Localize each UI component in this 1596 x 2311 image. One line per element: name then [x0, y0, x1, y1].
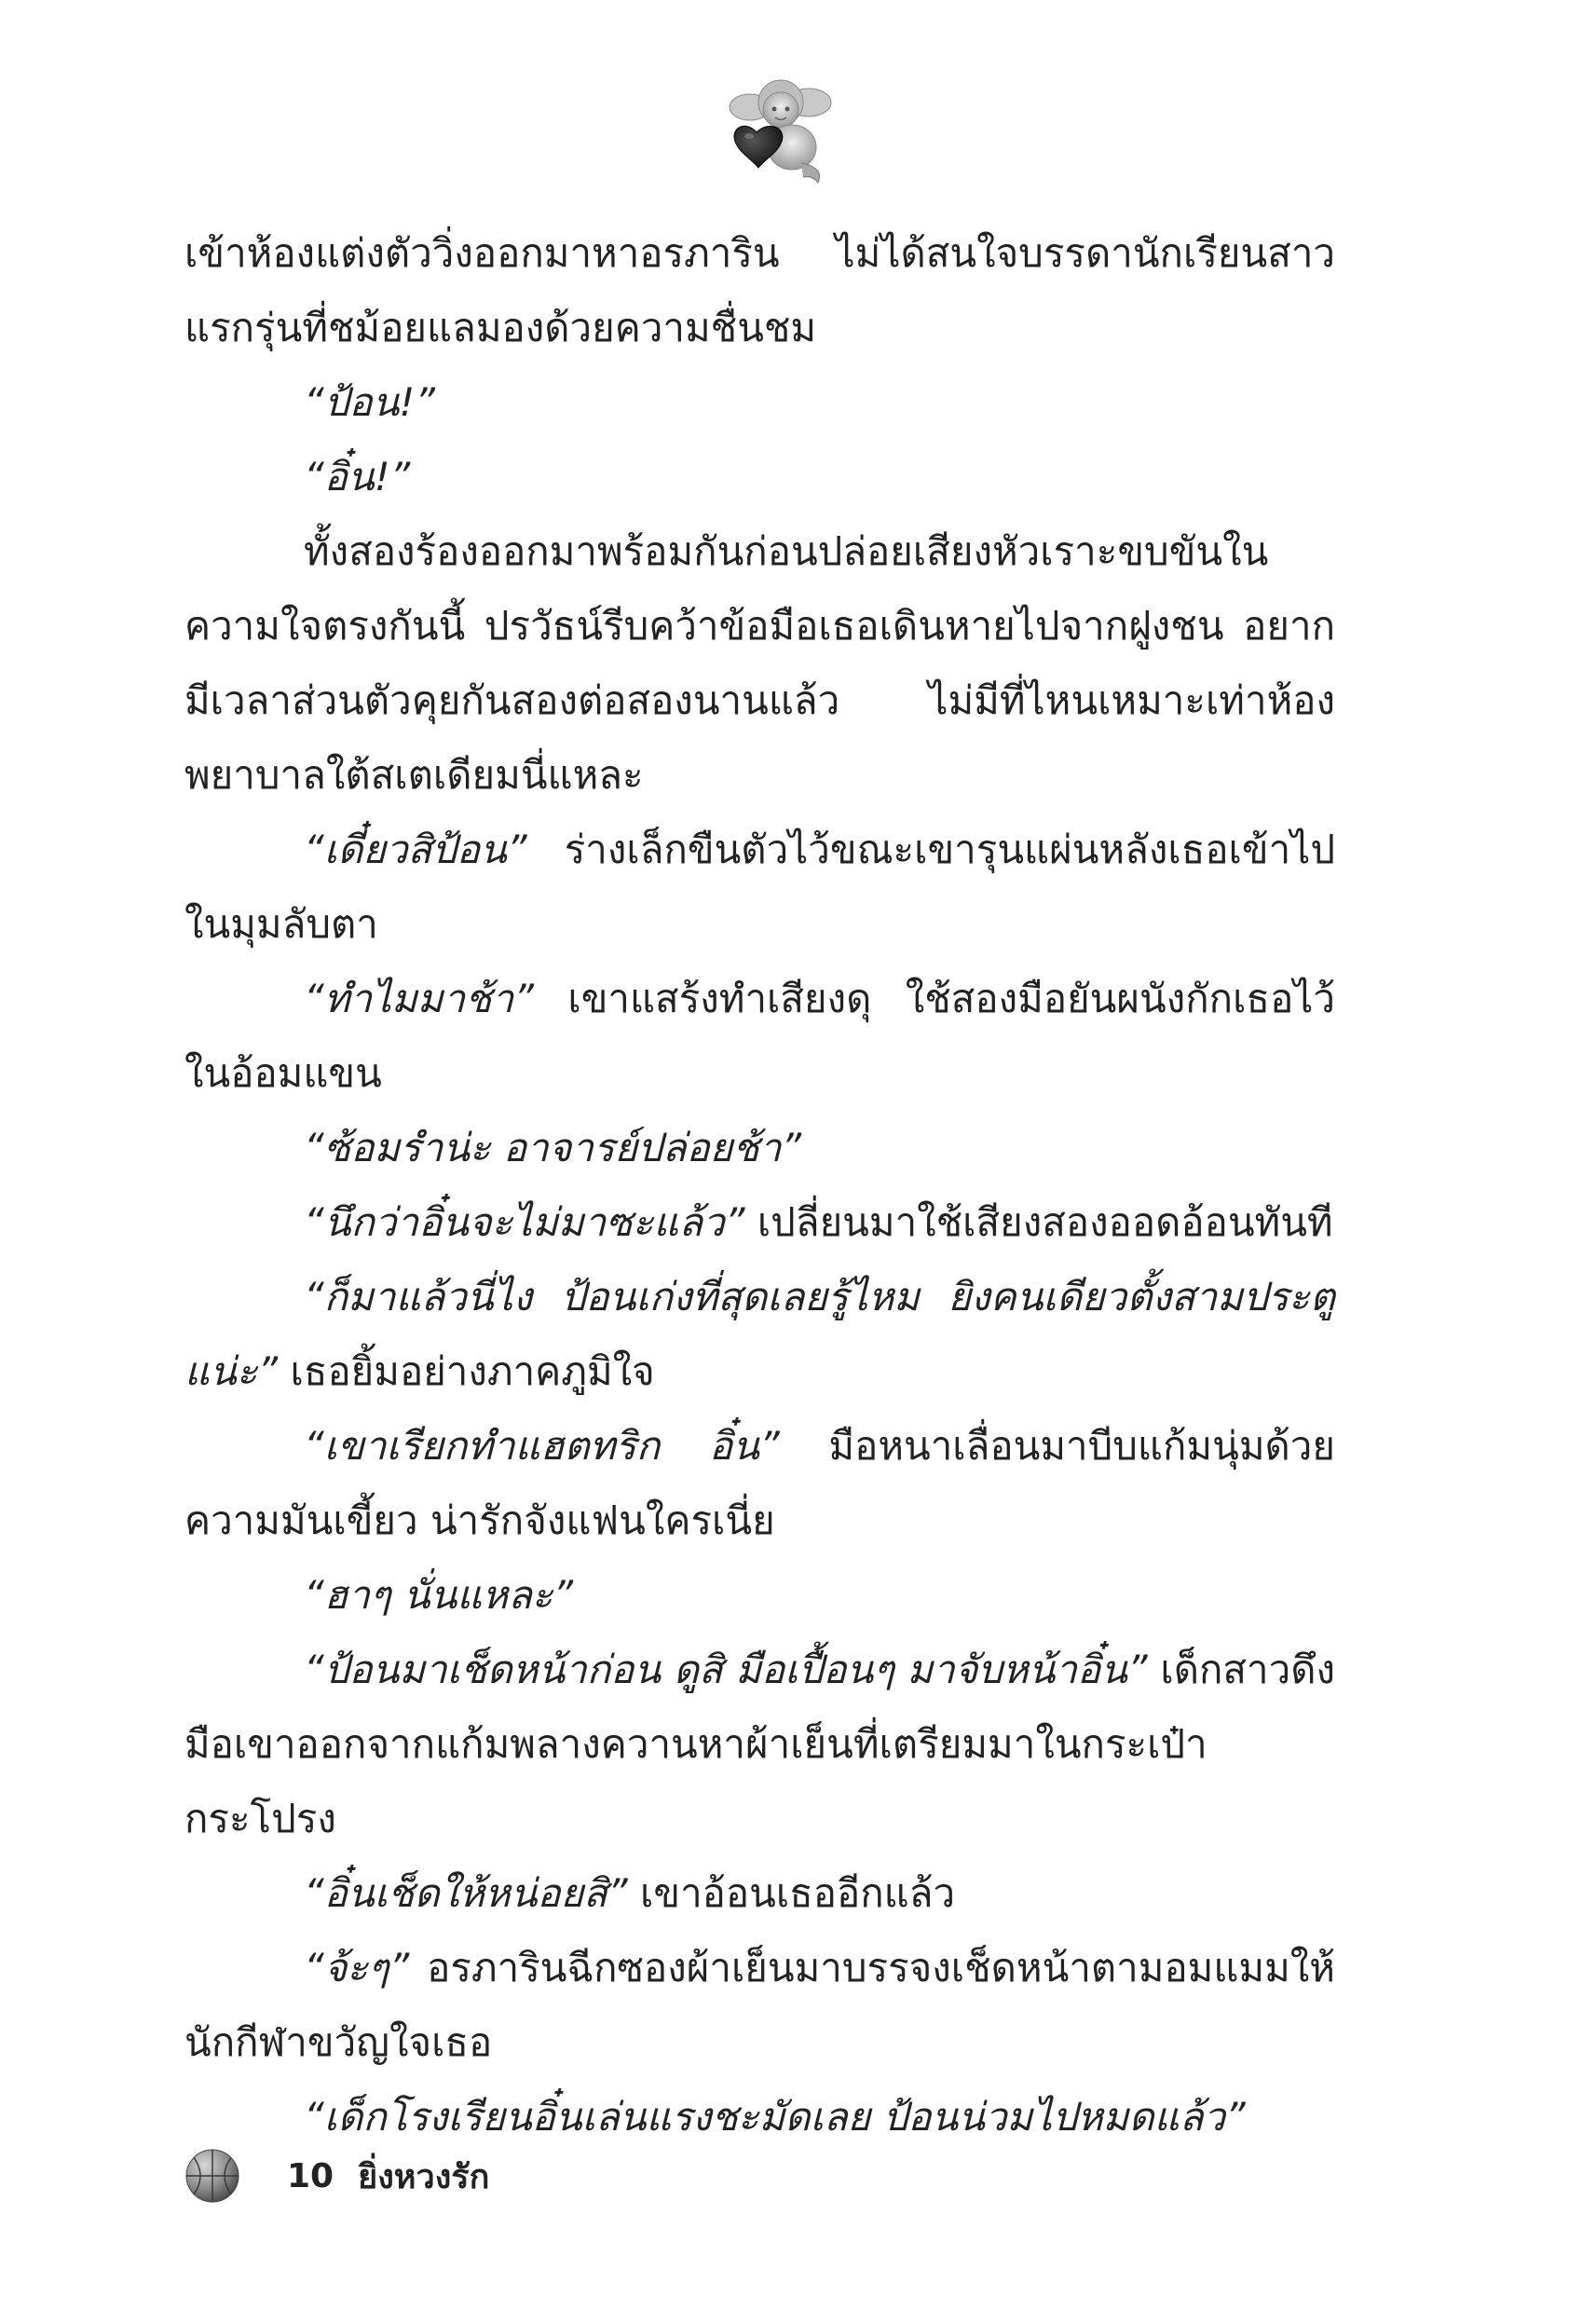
dialogue: “ป้อน!”	[304, 379, 435, 425]
paragraph-1	[184, 365, 1335, 440]
dialogue: “นึกว่าอิ๋นจะไม่มาซะแล้ว”	[304, 1199, 745, 1245]
narration: เขาอ้อนเธออีกแล้ว	[627, 1870, 956, 1916]
page-number: 10	[287, 2156, 334, 2195]
book-title: ยิ่งหวงรัก	[358, 2157, 490, 2196]
paragraph-3	[184, 514, 1335, 813]
dialogue: “เด็กโรงเรียนอิ๋นเล่นแรงชะมัดเลย ป้อนน่วมไปหมดแล้ว”	[304, 2094, 1246, 2140]
dialogue: “ฮาๆ นั่นแหละ”	[304, 1572, 574, 1618]
dialogue: “อิ๋น!”	[304, 454, 411, 499]
narration: มือหนาเลื่อนมาบีบแก้มนุ่มด้วยความมันเขี้ยว น่ารักจังแฟนใครเนี่ย	[184, 1423, 1335, 1543]
dialogue: “เขาเรียกทำแฮตทริก อิ๋น”	[304, 1423, 780, 1469]
paragraph-7	[184, 1185, 1335, 1260]
paragraph-0	[184, 216, 1335, 365]
narration: เธอยิ้มอย่างภาคภูมิใจ	[278, 1348, 655, 1394]
paragraph-6	[184, 1111, 1335, 1185]
paragraph-8	[184, 1260, 1335, 1409]
narration: เด็กสาวดึงมือเขาออกจากแก้มพลางควานหาผ้าเย็นที่เตรียมมาในกระเป๋ากระโปรง	[184, 1647, 1336, 1841]
paragraph-2	[184, 440, 1335, 514]
paragraph-11	[184, 1633, 1335, 1856]
paragraph-9	[184, 1409, 1335, 1558]
paragraph-12	[184, 1856, 1335, 1931]
dialogue: “เดี๋ยวสิป้อน”	[304, 827, 527, 872]
dialogue: “ป้อนมาเช็ดหน้าก่อน ดูสิ มือเปื้อนๆ มาจับหน้าอิ๋น”	[304, 1647, 1148, 1692]
dialogue: “ซ้อมรำน่ะ อาจารย์ปล่อยช้า”	[304, 1125, 802, 1170]
narration: อรภารินฉีกซองผ้าเย็นมาบรรจงเช็ดหน้าตามอมแมมให้นักกีฬาขวัญใจเธอ	[184, 1945, 1335, 2065]
dialogue: “อิ๋นเช็ดให้หน่อยสิ”	[304, 1870, 628, 1916]
paragraph-4	[184, 813, 1335, 962]
paragraph-5	[184, 962, 1335, 1111]
basketball-icon	[184, 2148, 240, 2204]
narration: เขาแสร้งทำเสียงดุ ใช้สองมือยันผนังกักเธอไว้ในอ้อมแขน	[184, 976, 1335, 1096]
dialogue: “จ้ะๆ”	[304, 1945, 410, 1990]
story-text	[184, 216, 1335, 2154]
narration: ทั้งสองร้องออกมาพร้อมกันก่อนปล่อยเสียงหัวเราะขบขันในความใจตรงกันนี้ ปรวัธน์รีบคว้าข้อมือเธอเดินหายไปจากฝูงชน อยากมีเวลาส่วนตัวคุยกันสองต่อสองนานแล้ว ไม่มีที่ไหนเหมาะเท่าห้องพยาบาลใต้สเตเดียมนี่แหละ	[184, 528, 1335, 798]
paragraph-10	[184, 1558, 1335, 1633]
narration: เปลี่ยนมาใช้เสียงสองออดอ้อนทันที	[744, 1199, 1333, 1245]
paragraph-0-part-0: เข้าห้องแต่งตัววิ่งออกมาหาอรภาริน ไม่ได้สนใจบรรดานักเรียนสาวแรกรุ่นที่ชม้อยแลมองด้วยความชื่นชม	[184, 230, 1335, 350]
dialogue: “ก็มาแล้วนี่ไง ป้อนเก่งที่สุดเลยรู้ไหม ยิงคนเดียวตั้งสามประตูแน่ะ”	[184, 1274, 1335, 1394]
page-footer	[184, 2143, 489, 2208]
cupid-heart-icon	[708, 75, 848, 186]
dialogue: “ทำไมมาช้า”	[304, 976, 534, 1021]
paragraph-13	[184, 1931, 1335, 2080]
narration: ร่างเล็กขืนตัวไว้ขณะเขารุนแผ่นหลังเธอเข้าไปในมุมลับตา	[184, 827, 1335, 947]
